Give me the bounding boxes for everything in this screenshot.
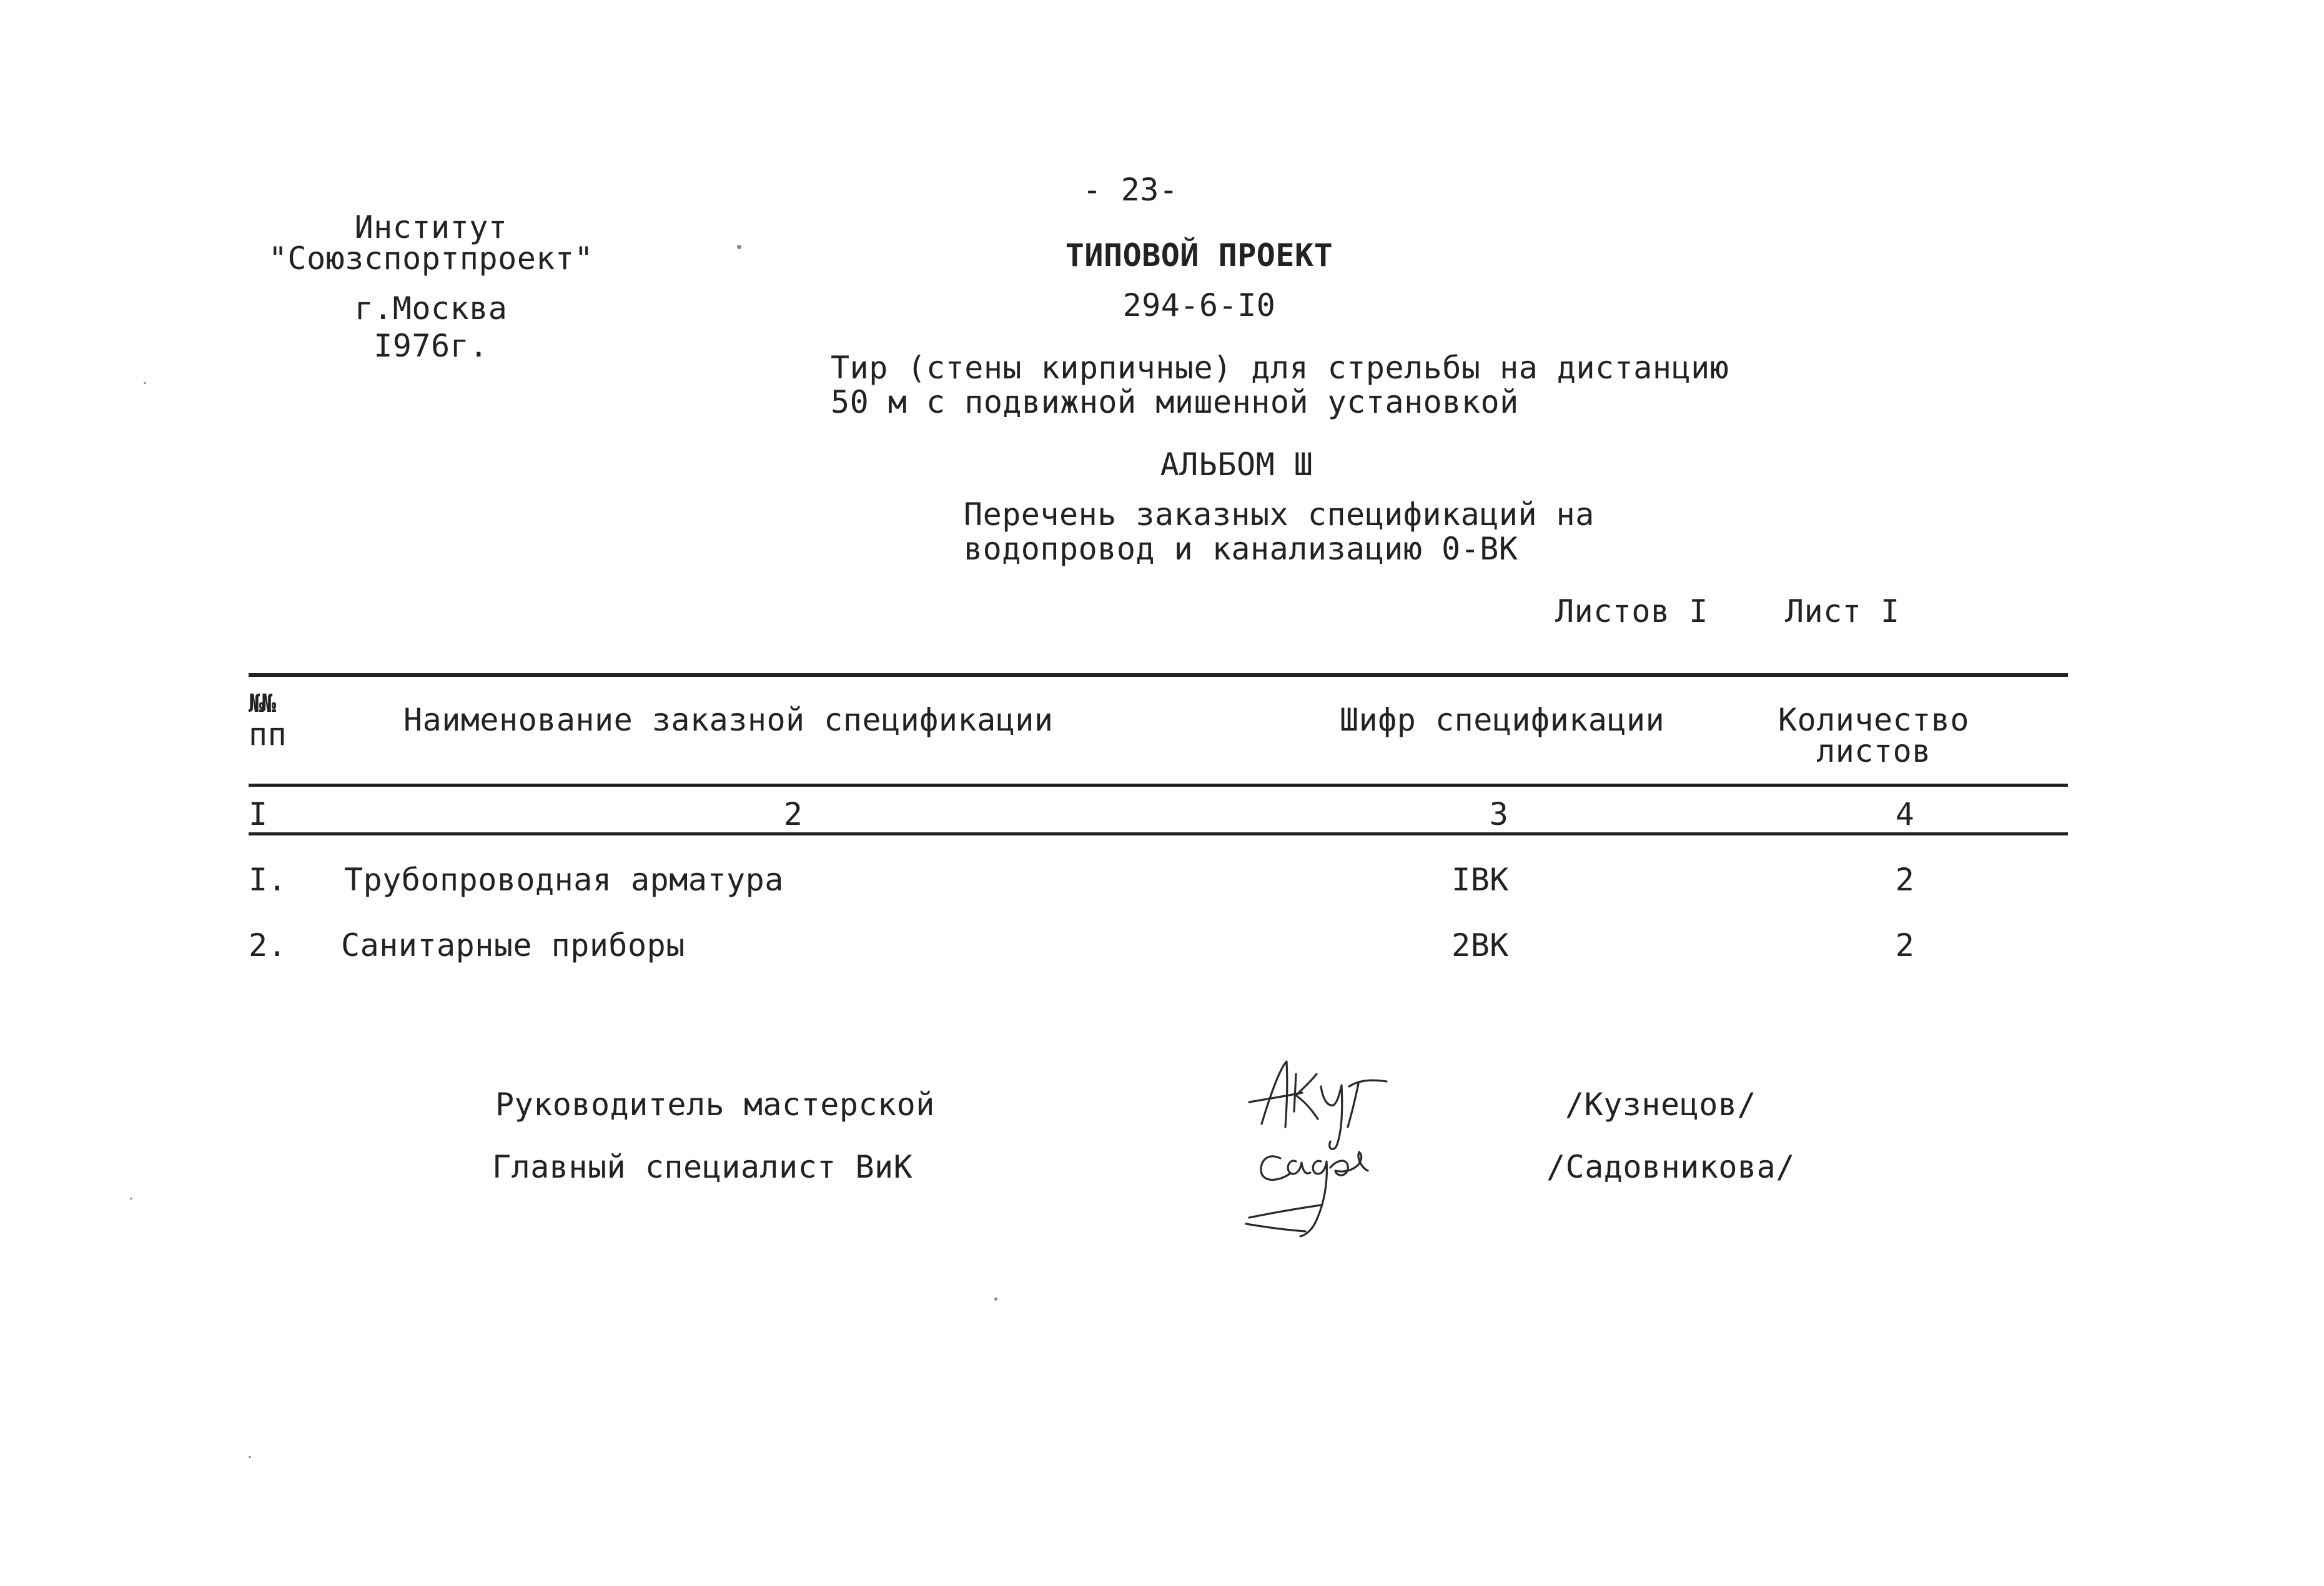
scan-speck: [130, 1198, 132, 1199]
signature-name-kuznetsov: /Кузнецов/: [1565, 1086, 1757, 1123]
row-count: 2: [1895, 927, 1915, 963]
header-name: Наименование заказной спецификации: [403, 702, 1054, 738]
institute-city: г.Москва: [354, 290, 508, 327]
scan-speck: [144, 382, 146, 384]
row-code: 2ВК: [1451, 927, 1509, 963]
row-code: IВК: [1451, 862, 1509, 898]
row-count: 2: [1895, 862, 1915, 898]
album-label: АЛЬБОМ Ш: [1160, 446, 1313, 483]
signature-name-sadovnikova: /Садовникова/: [1546, 1149, 1795, 1185]
table-top-rule: [249, 673, 2068, 677]
project-title-line2: 50 м с подвижной мишенной установкой: [831, 384, 1519, 420]
subtitle-line1: Перечень заказных спецификаций на: [964, 496, 1595, 533]
column-number-3: 3: [1489, 796, 1509, 832]
page-number: - 23-: [1082, 172, 1179, 208]
header-count-line2: листов: [1816, 733, 1931, 769]
header-code: Шифр спецификации: [1340, 702, 1665, 738]
row-name: Трубопроводная арматура: [344, 862, 784, 898]
institute-year: I976г.: [373, 328, 488, 364]
column-number-2: 2: [783, 796, 803, 832]
project-number: 294-6-I0: [1122, 287, 1276, 323]
project-label: ТИПОВОЙ ПРОЕКТ: [1065, 237, 1333, 273]
header-count-line1: Количество: [1778, 702, 1970, 738]
sheet-current: Лист I: [1785, 593, 1900, 629]
header-number-sign: №№: [249, 689, 274, 718]
row-number: 2.: [249, 927, 287, 963]
scan-speck: [737, 245, 741, 249]
scan-speck: [994, 1298, 997, 1301]
signature-role-workshop-head: Руководитель мастерской: [495, 1086, 935, 1123]
institute-label: Институт: [354, 209, 508, 245]
table-column-number-rule: [249, 832, 2068, 835]
row-name: Санитарные приборы: [341, 927, 685, 963]
scan-speck: [249, 1456, 251, 1458]
row-number: I.: [249, 862, 287, 898]
column-number-1: I: [249, 796, 268, 832]
handwritten-signatures-image: [1243, 1049, 1430, 1243]
table-header-rule: [249, 784, 2068, 787]
sheets-total: Листов I: [1555, 593, 1708, 629]
column-number-4: 4: [1895, 796, 1915, 832]
project-title-line1: Тир (стены кирпичные) для стрельбы на дистанцию: [831, 350, 1729, 386]
institute-name: "Союзспортпроект": [268, 240, 594, 277]
subtitle-line2: водопровод и канализацию 0-ВК: [964, 531, 1518, 567]
signature-role-chief-specialist: Главный специалист ВиК: [492, 1149, 913, 1185]
header-number-pp: пп: [249, 716, 287, 752]
